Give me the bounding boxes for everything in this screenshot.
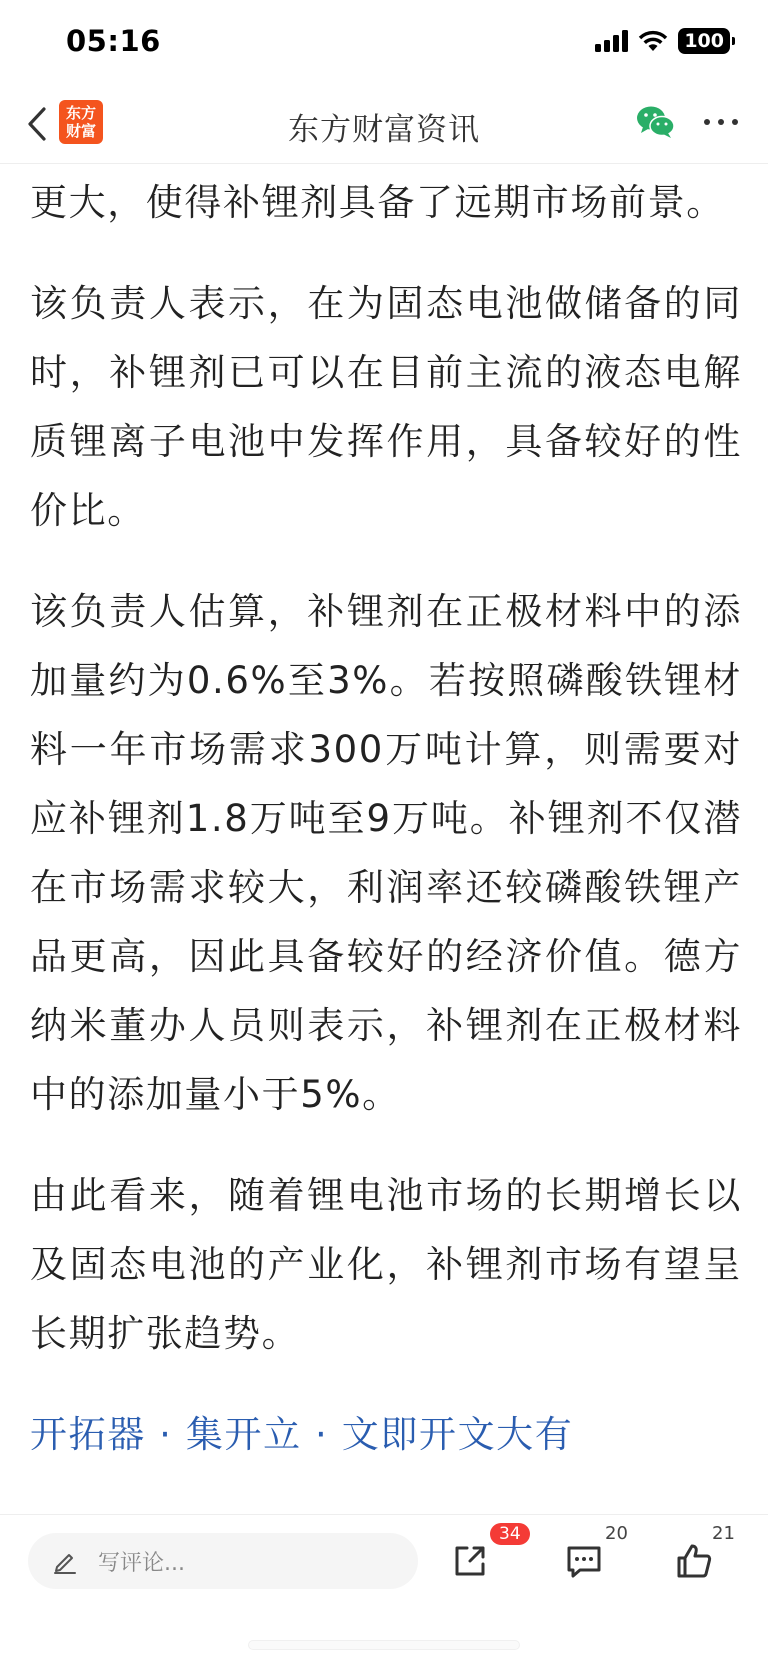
logo-line-1: 东方	[65, 104, 96, 122]
status-bar	[0, 0, 768, 84]
article-paragraph: 该负责人表示，在为固态电池做储备的同时，补锂剂已可以在目前主流的液态电解质锂离子电池中发挥作用，具备较好的性价比。	[30, 282, 742, 532]
page-title: 东方财富资讯	[288, 112, 480, 148]
cellular-signal-icon	[595, 30, 628, 52]
more-options-button[interactable]	[704, 112, 738, 132]
battery-icon: 100	[678, 28, 730, 54]
article-paragraph: 更大，使得补锂剂具备了远期市场前景。	[30, 181, 725, 224]
more-dot-icon	[732, 119, 738, 125]
comments-button[interactable]	[560, 1537, 608, 1585]
bottom-toolbar	[0, 1514, 768, 1663]
wechat-icon	[636, 104, 676, 140]
comment-input[interactable]	[28, 1533, 418, 1589]
status-time: 05:16	[66, 24, 161, 58]
share-button[interactable]	[446, 1537, 494, 1585]
nav-bar	[0, 84, 768, 164]
related-link[interactable]: 开拓器 · 集开立 · 文即开文大有	[30, 1413, 574, 1456]
share-icon	[450, 1541, 490, 1581]
share-count-badge: 34	[490, 1523, 530, 1545]
wechat-share-button[interactable]	[636, 104, 676, 140]
comment-placeholder: 写评论...	[98, 1550, 185, 1576]
more-dot-icon	[704, 119, 710, 125]
comment-bubble-icon	[564, 1541, 604, 1581]
more-dot-icon	[718, 119, 724, 125]
pencil-icon	[50, 1546, 80, 1576]
comment-count: 20	[605, 1523, 628, 1544]
thumbs-up-icon	[674, 1541, 714, 1581]
like-button[interactable]	[670, 1537, 718, 1585]
wifi-icon	[638, 30, 668, 52]
home-indicator	[248, 1640, 520, 1650]
article-paragraph: 由此看来，随着锂电池市场的长期增长以及固态电池的产业化，补锂剂市场有望呈长期扩张趋势。	[30, 1174, 742, 1355]
like-count: 21	[712, 1523, 735, 1544]
status-icons	[595, 28, 730, 54]
logo-line-2: 财富	[65, 122, 96, 140]
article-body	[30, 164, 742, 1514]
article-paragraph: 该负责人估算，补锂剂在正极材料中的添加量约为0.6%至3%。若按照磷酸铁锂材料一年市场需求300万吨计算，则需要对应补锂剂1.8万吨至9万吨。补锂剂不仅潜在市场需求较大，利润率还较磷酸铁锂产品更高，因此具备较好的经济价值。德方纳米董办人员则表示，补锂剂在正极材料中的添加量小于5%。	[30, 590, 742, 1116]
